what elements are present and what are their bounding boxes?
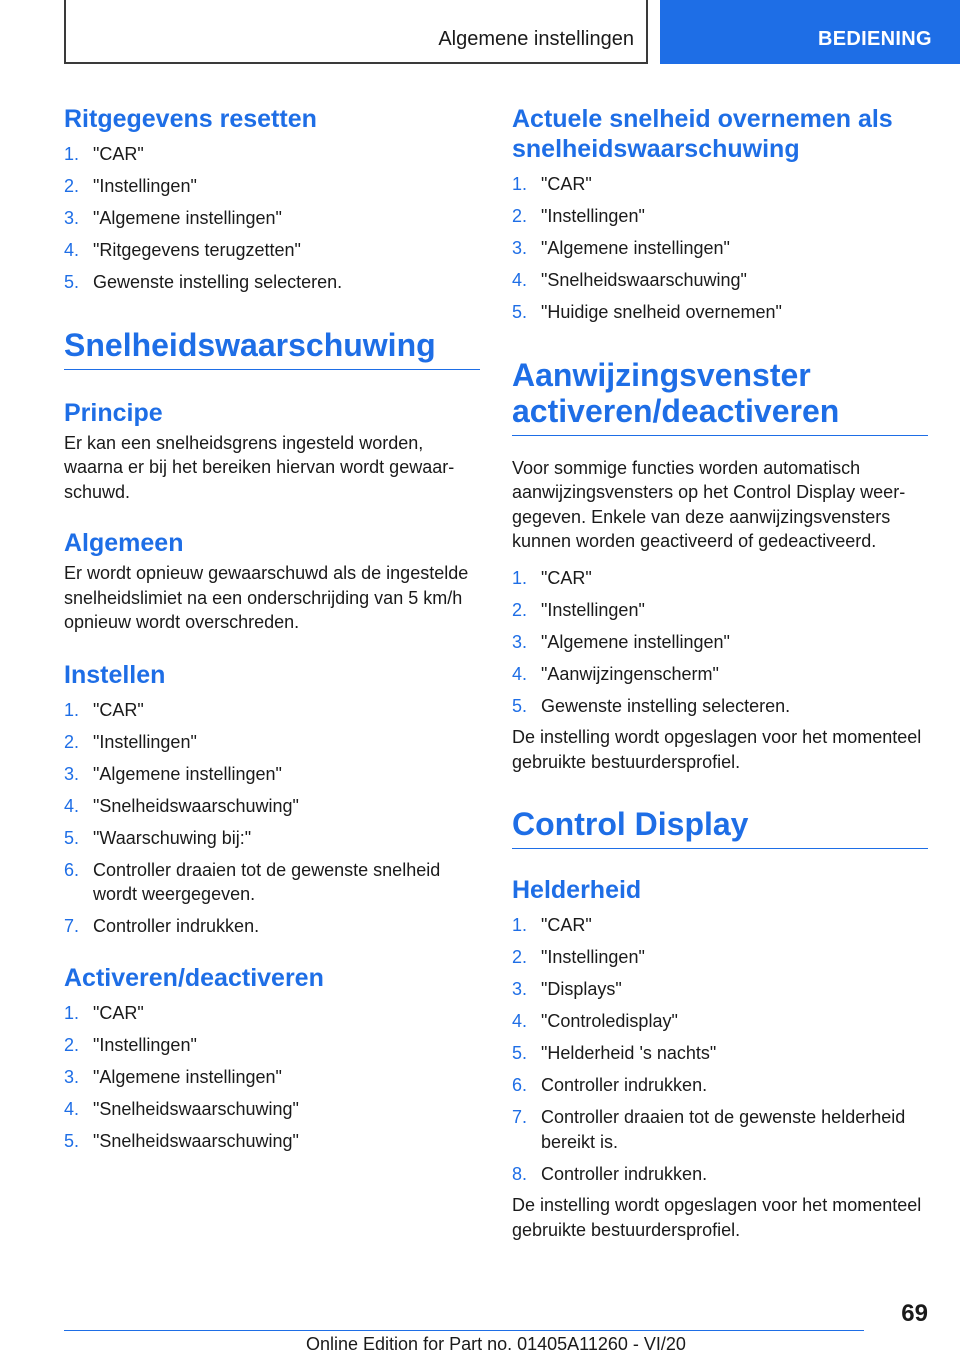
brightness-note: De instelling wordt opgeslagen voor het momenteel gebruikte bestuurdersprofiel. bbox=[512, 1195, 922, 1240]
step-number: 4. bbox=[512, 663, 528, 684]
step-text: "Instellingen" bbox=[541, 206, 645, 226]
step-number: 4. bbox=[64, 1098, 80, 1119]
hint-windows-intro: Voor sommige functies worden automatisch aanwijzingsvensters op het Control Display weergegeven. Enkele van deze aanwijzingsvensters kunnen worden geactiveerd of gedeactiveerd. bbox=[512, 457, 906, 551]
adopt-speed-heading: Actuele snelheid overnemen als snelheidswaarschuwing bbox=[512, 105, 893, 163]
control-display-heading: Control Display bbox=[512, 806, 928, 849]
header-section-title: Algemene instellingen bbox=[438, 28, 634, 50]
left-column bbox=[64, 104, 480, 1153]
step-text: "CAR" bbox=[541, 567, 592, 588]
brightness-heading: Helderheid bbox=[512, 876, 642, 904]
step-number: 2. bbox=[512, 206, 528, 226]
step-item bbox=[64, 698, 480, 723]
step-number: 5. bbox=[512, 302, 528, 322]
step-number: 5. bbox=[64, 827, 80, 848]
step-item bbox=[512, 172, 928, 197]
step-item bbox=[512, 204, 928, 229]
step-text: "Instellingen" bbox=[93, 1034, 197, 1055]
activate-steps bbox=[64, 1001, 480, 1154]
step-text: "Displays" bbox=[541, 979, 622, 999]
step-number: 1. bbox=[512, 567, 528, 588]
step-item bbox=[512, 236, 928, 261]
principle-text: Er kan een snelheidsgrens ingesteld worden, waarna er bij het bereiken hiervan wordt gewaarschuwd. bbox=[64, 432, 455, 502]
footer-rule bbox=[64, 1330, 864, 1331]
footer-edition: Online Edition for Part no. 01405A11260 - VI/20 bbox=[306, 1334, 686, 1354]
step-text: "Snelheidswaarschuwing" bbox=[93, 1130, 299, 1151]
step-text: Controller draaien tot de gewenste snelheid wordt weergegeven. bbox=[93, 859, 441, 904]
step-item bbox=[64, 1065, 480, 1090]
step-text: "Controledisplay" bbox=[541, 1011, 678, 1031]
step-item bbox=[512, 566, 928, 591]
step-text: "CAR" bbox=[93, 1002, 144, 1023]
step-number: 5. bbox=[512, 695, 528, 716]
step-number: 5. bbox=[64, 1130, 80, 1151]
step-number: 2. bbox=[512, 599, 528, 620]
step-item bbox=[64, 826, 480, 851]
chapter-tab-label: BEDIENING bbox=[818, 28, 932, 50]
step-item bbox=[512, 694, 928, 719]
step-text: "Snelheidswaarschuwing" bbox=[93, 795, 299, 816]
step-item bbox=[512, 977, 928, 1002]
general-text: Er wordt opnieuw gewaarschuwd als de ingestelde snelheidslimiet na een onderschrijding van 5 km/h opnieuw wordt overschreden. bbox=[64, 563, 469, 632]
step-item bbox=[512, 1073, 928, 1098]
step-number: 3. bbox=[512, 631, 528, 652]
step-text: Controller draaien tot de gewenste helderheid bereikt is. bbox=[541, 1107, 906, 1152]
speed-warning-heading: Snelheidswaarschuwing bbox=[64, 327, 480, 370]
step-item bbox=[64, 1033, 480, 1058]
step-number: 1. bbox=[512, 915, 528, 935]
step-number: 4. bbox=[64, 795, 80, 816]
step-item bbox=[512, 300, 928, 325]
step-text: "Instellingen" bbox=[93, 176, 197, 196]
step-text: "CAR" bbox=[541, 174, 592, 194]
step-text: "Algemene instellingen" bbox=[93, 763, 282, 784]
step-text: "Aanwijzingenscherm" bbox=[541, 663, 719, 684]
step-item bbox=[64, 858, 480, 907]
step-item bbox=[512, 1105, 928, 1154]
principle-heading: Principe bbox=[64, 398, 163, 427]
step-number: 2. bbox=[64, 1034, 80, 1055]
activate-heading: Activeren/deactiveren bbox=[64, 963, 324, 992]
step-item bbox=[64, 142, 480, 167]
step-text: Controller indrukken. bbox=[541, 1163, 708, 1184]
step-text: Gewenste instelling selecteren. bbox=[541, 695, 791, 716]
step-number: 5. bbox=[512, 1043, 528, 1063]
step-item bbox=[64, 174, 480, 199]
step-item bbox=[64, 730, 480, 755]
step-text: Gewenste instelling selecteren. bbox=[93, 272, 343, 292]
general-heading: Algemeen bbox=[64, 529, 184, 557]
step-item bbox=[64, 1129, 480, 1154]
step-text: "Snelheidswaarschuwing" bbox=[541, 270, 747, 290]
step-number: 4. bbox=[512, 1011, 528, 1031]
reset-trip-steps bbox=[64, 142, 480, 295]
step-item bbox=[512, 598, 928, 623]
step-number: 3. bbox=[64, 1066, 80, 1087]
page-number: 69 bbox=[901, 1300, 928, 1327]
step-text: "Huidige snelheid overnemen" bbox=[541, 302, 782, 322]
chapter-tab[interactable] bbox=[660, 0, 960, 64]
set-heading: Instellen bbox=[64, 660, 166, 689]
step-number: 4. bbox=[512, 270, 528, 290]
step-text: "Helderheid 's nachts" bbox=[541, 1043, 717, 1063]
step-text: "Algemene instellingen" bbox=[93, 208, 282, 228]
hint-windows-heading: Aanwijzingsvenster activeren/deactiveren bbox=[512, 357, 928, 436]
step-number: 4. bbox=[64, 240, 80, 260]
step-number: 3. bbox=[64, 763, 80, 784]
step-number: 2. bbox=[64, 176, 80, 196]
step-number: 5. bbox=[64, 272, 80, 292]
step-item bbox=[64, 238, 480, 263]
step-number: 3. bbox=[512, 979, 528, 999]
right-column bbox=[512, 104, 928, 1242]
step-item bbox=[512, 268, 928, 293]
step-number: 7. bbox=[512, 1107, 528, 1127]
step-item bbox=[64, 1001, 480, 1026]
reset-trip-heading: Ritgegevens resetten bbox=[64, 105, 317, 133]
step-item bbox=[512, 1041, 928, 1066]
step-text: "Algemene instellingen" bbox=[93, 1066, 282, 1087]
step-number: 1. bbox=[512, 174, 528, 194]
step-item bbox=[512, 662, 928, 687]
step-item bbox=[512, 1009, 928, 1034]
step-text: "CAR" bbox=[541, 915, 592, 935]
step-text: "CAR" bbox=[93, 144, 144, 164]
step-item bbox=[64, 206, 480, 231]
step-text: "CAR" bbox=[93, 699, 144, 720]
step-text: "Waarschuwing bij:" bbox=[93, 827, 252, 848]
step-number: 6. bbox=[64, 859, 80, 880]
step-number: 3. bbox=[64, 208, 80, 228]
hint-windows-note: De instelling wordt opgeslagen voor het momenteel gebruikte bestuurdersprofiel. bbox=[512, 727, 922, 772]
step-text: "Algemene instellingen" bbox=[541, 238, 730, 258]
hint-windows-steps bbox=[512, 566, 928, 719]
step-item bbox=[64, 914, 480, 939]
step-text: "Instellingen" bbox=[541, 599, 645, 620]
step-text: "Ritgegevens terugzetten" bbox=[93, 240, 301, 260]
step-item bbox=[64, 762, 480, 787]
step-number: 1. bbox=[64, 1002, 80, 1023]
step-text: "Instellingen" bbox=[541, 947, 645, 967]
brightness-steps bbox=[512, 913, 928, 1186]
step-item bbox=[512, 1162, 928, 1187]
step-item bbox=[64, 270, 480, 295]
adopt-speed-steps bbox=[512, 172, 928, 325]
step-number: 1. bbox=[64, 144, 80, 164]
step-text: Controller indrukken. bbox=[541, 1075, 708, 1095]
step-item bbox=[512, 630, 928, 655]
step-number: 8. bbox=[512, 1163, 528, 1184]
step-number: 2. bbox=[512, 947, 528, 967]
step-number: 3. bbox=[512, 238, 528, 258]
step-text: Controller indrukken. bbox=[93, 916, 260, 936]
step-item bbox=[512, 913, 928, 938]
step-number: 1. bbox=[64, 699, 80, 720]
set-steps bbox=[64, 698, 480, 939]
step-number: 6. bbox=[512, 1075, 528, 1095]
step-text: "Snelheidswaarschuwing" bbox=[93, 1098, 299, 1119]
step-item bbox=[64, 794, 480, 819]
step-number: 2. bbox=[64, 731, 80, 752]
step-item bbox=[64, 1097, 480, 1122]
step-text: "Instellingen" bbox=[93, 731, 197, 752]
step-text: "Algemene instellingen" bbox=[541, 631, 730, 652]
step-number: 7. bbox=[64, 916, 80, 936]
step-item bbox=[512, 945, 928, 970]
